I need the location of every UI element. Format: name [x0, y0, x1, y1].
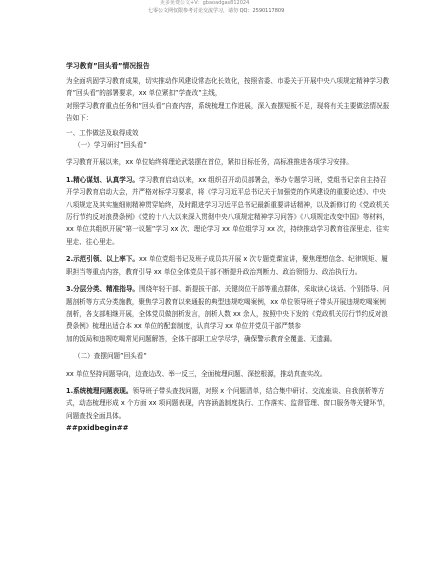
paragraph-targeted-guidance — [66, 283, 390, 333]
document-title: 学习教育”回头看”情况报告 — [66, 62, 150, 70]
paragraph-text: 围绕年轻干部、新提拔干部、关键岗位干部等重点群体，采取读心谈话、个别指导、问题剖析等方式分类施教，聚焦学习教育以来通报的典型违规吃喝案例，xx 单位领导班子带头开展违规吃喝案例剖析，各支部相继开展，全体党员做剖析发言，剖析人数 xx 余人，按照中央下发的《党政机关厉行节约反对浪费条例》梳理出适合本 xx 单位的配套制度，认真学习 xx 单位并党员干部严禁参 — [66, 285, 390, 331]
paragraph-systematic-review — [66, 385, 390, 422]
document-body — [66, 60, 390, 434]
header-notice-line: 七零公文网仅限参考讨论交流学习，请勿 QQ：2590117809 — [148, 8, 285, 14]
header-watermark-line: 更多免费公文+V：gbaoadgas812024 — [160, 0, 250, 6]
page-header — [0, 0, 448, 22]
paragraph-heading: 1.系统梳理问题表现。 — [66, 386, 133, 395]
paragraph-text: 领导班子带头查找问题，对照 x 个问题清单，结合集中研讨、交流座谈、自我剖析等方式，动态梳理形成 x 个方面 xx 项问题表现，内容涵盖制度执行、工作落实、监督管理、窗口服务等关键环节，问题查找全面具体。 — [66, 386, 390, 420]
paragraph-heading: 1.精心谋划、认真学习。 — [66, 175, 140, 184]
paragraph-heading: 3.分层分类、精准指导。 — [66, 285, 140, 294]
paragraph-careful-planning — [66, 174, 390, 248]
paragraph-text: xx 单位党组书记及班子成员共开展 x 次专题党课宣讲，聚焦理想信念、纪律规矩、履职担当等重点内容，教育引导 xx 单位全体党员干部不断提升政治判断力、政治领悟力、政治执行力。 — [66, 255, 388, 276]
subsection-heading-1: （一）学习研讨”回头看” — [74, 141, 147, 150]
paragraph-leading-by-example — [66, 253, 390, 278]
paragraph-study-overview: 学习教育开展以来，xx 单位始终将理论武装摆在首位，紧扣目标任务，高标准推进各项学习安排。 — [66, 158, 353, 167]
paragraph-heading: 2.示范引领、以上率下。 — [66, 255, 140, 264]
section-heading-1: 一、工作做法及取得成效 — [66, 128, 139, 137]
end-marker: ##pxidbegin## — [66, 424, 129, 433]
intro-paragraph-1: 为全面巩固学习教育成果，切实推动作风建设常态化长效化，按照省委、市委关于开展中央八项规定精神学习教育”回头看”的部署要求，xx 单位紧扣”学查改”主线， — [66, 77, 390, 98]
paragraph-text: 学习教育启动以来，xx 组织召开动员部署会，举办专题学习班，党组书记亲自主持召开学习教育启动大会，并严格对标学习要求，将《学习习近平总书记关于加强党的作风建设的重要论述》、中央八项规定及其实施细则精神贯穿始终，及时跟进学习习近平总书记最新重要讲话精神，以及新修订的《党政机关厉行节约反对浪费条例》《党的十八大以来深入贯彻中央八项规定精神学习问答》《八项规定改变中国》等材料，xx 单位共组织开展”第一议题”学习 xx 次、理论学习 xx 单位组学习 xx 次，持续推动学习教育往深里走、往实里走、往心里走。 — [66, 175, 390, 246]
paragraph-problem-orientation: xx 单位坚持问题导向，边查边改、举一反三，全面梳理问题、深挖根源，推动真查实改。 — [66, 369, 327, 378]
intro-paragraph-2: 对照学习教育重点任务和”回头看”自查内容，系统梳理工作进展，深入查摆短板不足，现将有关主要做法情况报告如下： — [66, 101, 390, 123]
paragraph-continuation: 加的饭局和违规吃喝常见问题解答，全体干部职工应学尽学，确保警示教育全覆盖、无遗漏。 — [66, 334, 337, 343]
subsection-heading-2: （二）查摆问题”回头看” — [74, 352, 147, 361]
